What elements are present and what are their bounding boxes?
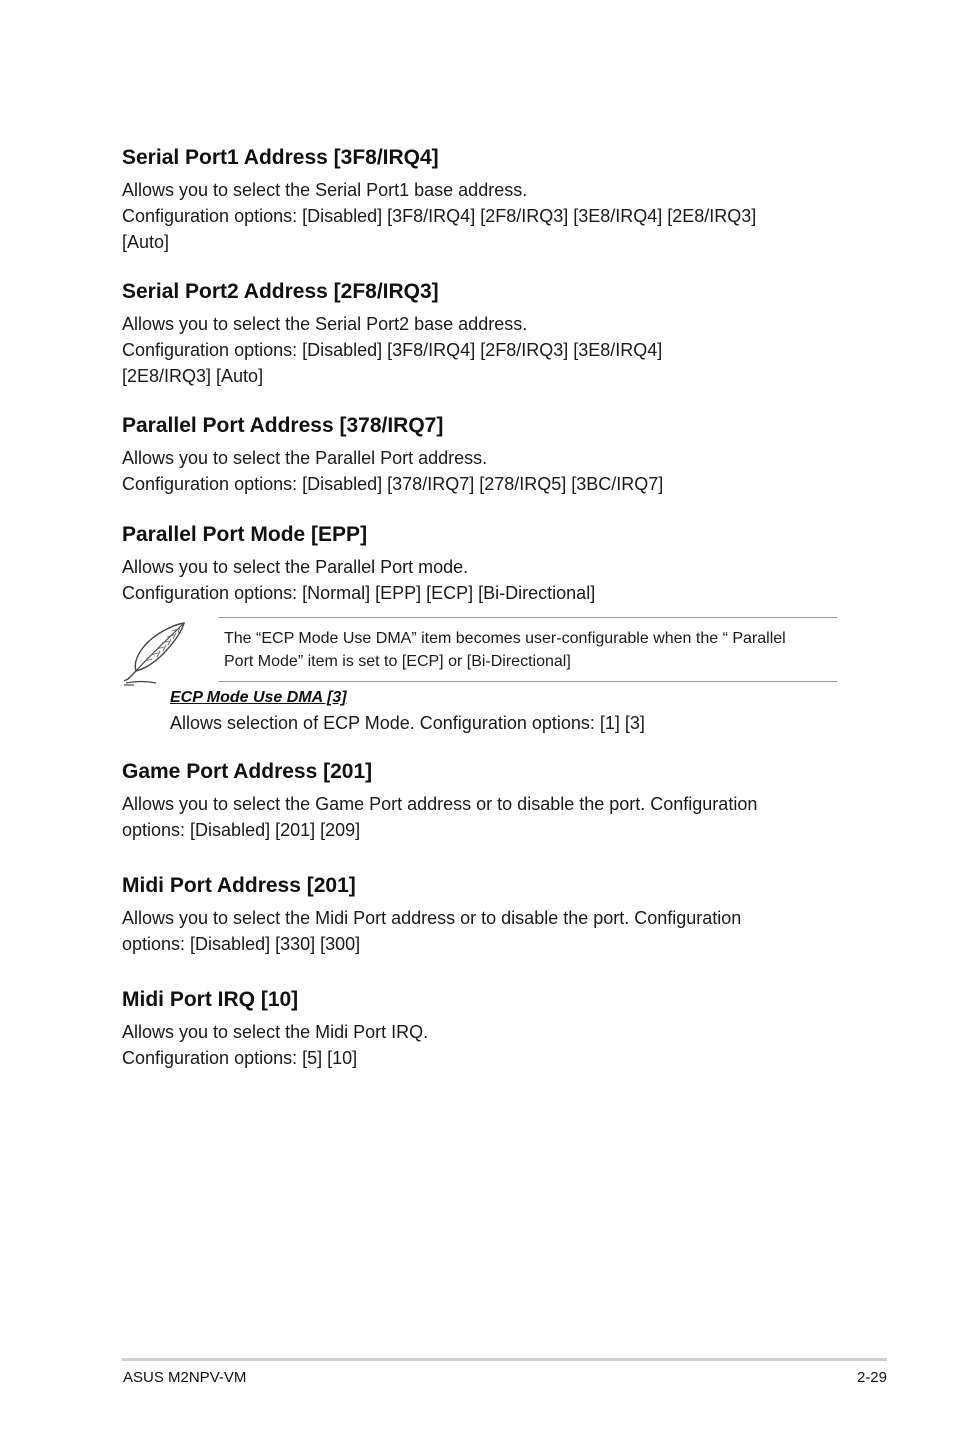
body-line: [2E8/IRQ3] [Auto]: [122, 366, 264, 386]
section-serial-port1: [122, 145, 842, 255]
body-line: options: [Disabled] [201] [209]: [122, 820, 361, 840]
note-text: [224, 627, 786, 673]
section-body: [122, 177, 842, 255]
section-body: [122, 311, 842, 389]
body-line: Configuration options: [Normal] [EPP] [ECP] [Bi-Directional]: [122, 583, 596, 603]
section-serial-port2: [122, 279, 842, 389]
section-body: [122, 1019, 842, 1071]
body-line: Allows you to select the Serial Port1 base address.: [122, 180, 528, 200]
body-line: Allows you to select the Serial Port2 base address.: [122, 314, 528, 334]
section-heading: Midi Port Address [201]: [122, 874, 356, 897]
body-line: Configuration options: [5] [10]: [122, 1048, 358, 1068]
section-body: [122, 791, 842, 843]
section-parallel-port-mode: [122, 522, 842, 606]
body-line: Allows you to select the Parallel Port mode.: [122, 557, 469, 577]
note-line: Port Mode” item is set to [ECP] or [Bi-Directional]: [224, 653, 571, 670]
footer-product-name: ASUS M2NPV-VM: [123, 1369, 247, 1386]
note-rule-top: [218, 617, 837, 618]
subsection-body: Allows selection of ECP Mode. Configuration options: [1] [3]: [170, 713, 645, 733]
section-parallel-port-address: [122, 413, 842, 497]
note-line: The “ECP Mode Use DMA” item becomes user-configurable when the “ Parallel: [224, 630, 786, 647]
section-heading: Parallel Port Mode [EPP]: [122, 523, 368, 546]
body-line: Allows you to select the Midi Port address or to disable the port. Configuration: [122, 908, 742, 928]
note-rule-bottom: [218, 681, 837, 682]
body-line: Configuration options: [Disabled] [3F8/IRQ4] [2F8/IRQ3] [3E8/IRQ4] [2E8/IRQ3]: [122, 206, 757, 226]
section-midi-port-irq: [122, 987, 842, 1071]
section-body: [122, 445, 842, 497]
section-heading: Midi Port IRQ [10]: [122, 988, 299, 1011]
section-body: [122, 905, 842, 957]
section-heading: Game Port Address [201]: [122, 760, 373, 783]
section-midi-port-address: [122, 873, 842, 957]
section-heading: Serial Port2 Address [2F8/IRQ3]: [122, 280, 439, 303]
section-heading: Parallel Port Address [378/IRQ7]: [122, 414, 444, 437]
feather-pen-icon: [122, 619, 192, 687]
body-line: [Auto]: [122, 232, 170, 252]
body-line: Allows you to select the Parallel Port address.: [122, 448, 488, 468]
body-line: Allows you to select the Game Port address or to disable the port. Configuration: [122, 794, 758, 814]
subsection-heading: ECP Mode Use DMA [3]: [170, 689, 347, 706]
footer-rule: [122, 1358, 887, 1361]
subsection-ecp-mode: [170, 688, 645, 736]
body-line: Configuration options: [Disabled] [3F8/IRQ4] [2F8/IRQ3] [3E8/IRQ4]: [122, 340, 663, 360]
body-line: options: [Disabled] [330] [300]: [122, 934, 361, 954]
body-line: Configuration options: [Disabled] [378/IRQ7] [278/IRQ5] [3BC/IRQ7]: [122, 474, 664, 494]
section-game-port-address: [122, 759, 842, 843]
note-box: [122, 617, 837, 682]
body-line: Allows you to select the Midi Port IRQ.: [122, 1022, 429, 1042]
footer-page-number: 2-29: [856, 1369, 887, 1386]
section-body: [122, 554, 842, 606]
section-heading: Serial Port1 Address [3F8/IRQ4]: [122, 146, 439, 169]
